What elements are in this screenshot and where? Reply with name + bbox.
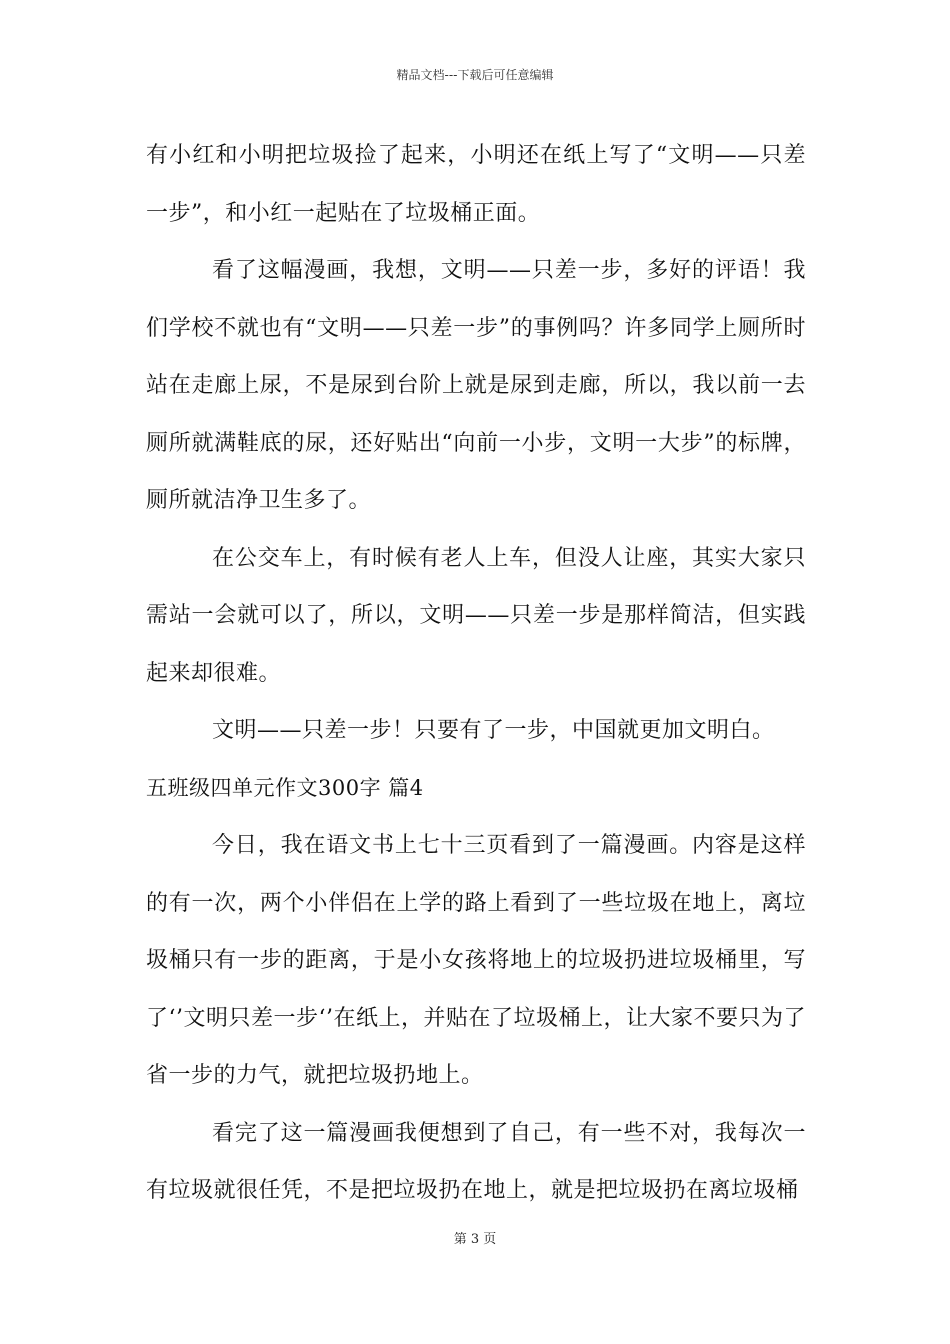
- document-body: [146, 127, 806, 1220]
- paragraph-6: 看完了这一篇漫画我便想到了自己，有一些不对，我每次一有垃圾就很任凭，不是把垃圾扔在地上，就是把垃圾扔在离垃圾桶: [146, 1120, 806, 1203]
- page-number: 第 3 页: [453, 1232, 497, 1247]
- paragraph-3: 在公交车上，有时候有老人上车，但没人让座，其实大家只需站一会就可以了，所以，文明——只差一步是那样简洁，但实践起来却很难。: [146, 545, 806, 686]
- section-heading: 五班级四单元作文300字 篇4: [146, 775, 424, 800]
- paragraph-1: 有小红和小明把垃圾捡了起来，小明还在纸上写了“文明——只差一步”，和小红一起贴在了垃圾桶正面。: [146, 143, 806, 226]
- page-header: 精品文档---下载后可任意编辑: [396, 68, 554, 82]
- paragraph-5: 今日，我在语文书上七十三页看到了一篇漫画。内容是这样的有一次，两个小伴侣在上学的路上看到了一些垃圾在地上，离垃圾桶只有一步的距离，于是小女孩将地上的垃圾扔进垃圾桶里，写了‘’文明只差一步‘’在纸上，并贴在了垃圾桶上，让大家不要只为了省一步的力气，就把垃圾扔地上。: [146, 833, 806, 1088]
- paragraph-4: 文明——只差一步！只要有了一步，中国就更加文明白。: [212, 718, 775, 743]
- paragraph-2: 看了这幅漫画，我想，文明——只差一步，多好的评语！我们学校不就也有“文明——只差一步”的事例吗？许多同学上厕所时站在走廊上尿，不是尿到台阶上就是尿到走廊，所以，我以前一去厕所就满鞋底的尿，还好贴出“向前一小步，文明一大步”的标牌，厕所就洁净卫生多了。: [146, 258, 806, 513]
